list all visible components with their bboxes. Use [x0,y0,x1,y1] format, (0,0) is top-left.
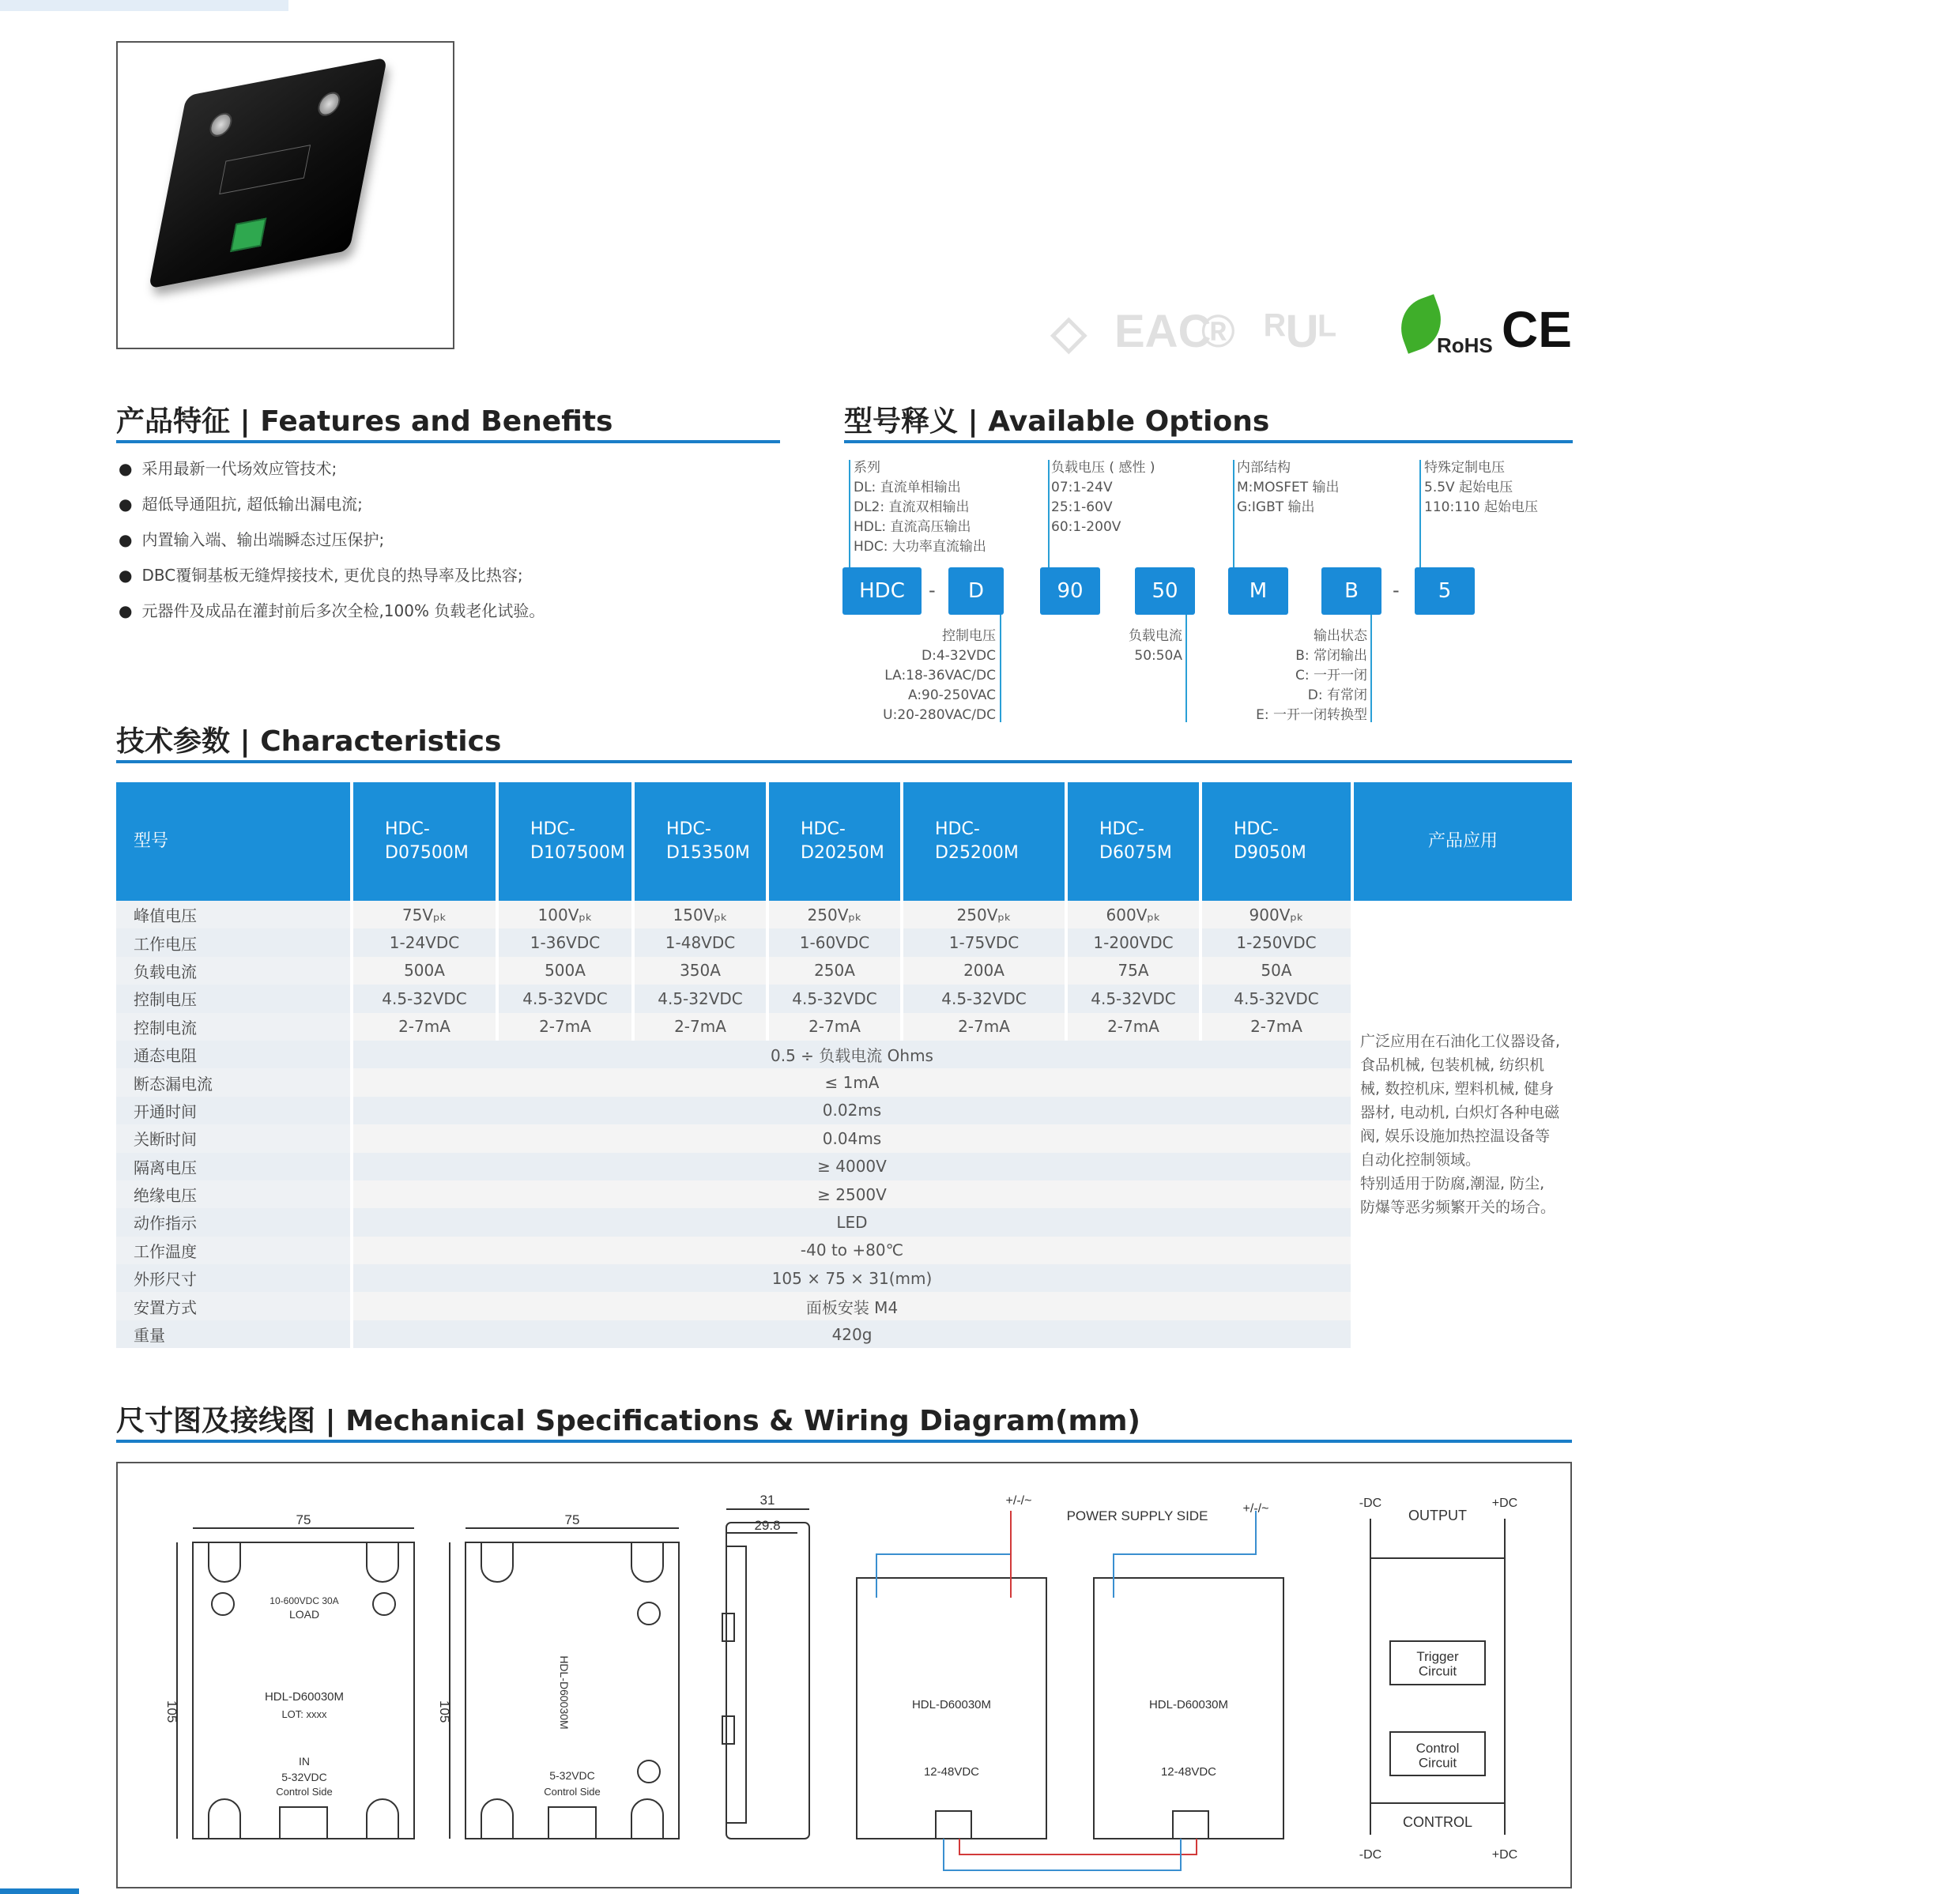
option-dash: - [929,579,936,601]
ccc-mark-icon: ◇ [1051,307,1087,358]
row-label: 工作温度 [116,1237,352,1264]
relay-image [149,58,387,289]
table-cell: 2-7mA [497,1013,633,1041]
dim-height-label: 105 [437,1700,452,1723]
header-application: 产品应用 [1352,782,1572,901]
option-code-special: 5 [1415,567,1475,615]
row-label: 峰值电压 [116,901,352,928]
table-cell-span: ≤ 1mA [352,1068,1352,1096]
table-cell: 75A [1066,957,1200,985]
row-label: 关断时间 [116,1124,352,1152]
table-cell: 250A [767,957,902,985]
table-cell: 200A [902,957,1066,985]
row-label: 绝缘电压 [116,1180,352,1208]
row-label: 外形尺寸 [116,1264,352,1292]
dim-width-label: 75 [564,1512,580,1527]
certification-marks [1051,300,1572,363]
option-code-voltage: 90 [1040,567,1100,615]
relay-lot-text: LOT: xxxx [281,1708,327,1720]
table-cell-span: 420g [352,1320,1352,1348]
product-photo [116,41,454,349]
features-rule [116,440,780,443]
table-cell: 2-7mA [1066,1013,1200,1041]
special-note: 特殊定制电压 5.5V 起始电压 110:110 起始电压 [1424,460,1539,515]
table-cell: 2-7mA [902,1013,1066,1041]
control-side-text: Control Side [276,1786,333,1798]
table-cell: 250Vₚₖ [767,901,902,928]
screw-icon [208,111,234,138]
options-title: 型号释义 | Available Options [844,405,1270,438]
table-cell: 4.5-32VDC [633,985,767,1012]
row-label: 控制电压 [116,985,352,1012]
neg-dc-top: -DC [1359,1497,1382,1510]
supply-marks-text: +/-/~ [1005,1494,1032,1508]
table-cell: 150Vₚₖ [633,901,767,928]
row-label: 工作电压 [116,928,352,956]
output-text: OUTPUT [1408,1508,1467,1523]
header-model-label: 型号 [116,782,352,901]
table-cell: 1-24VDC [352,928,497,956]
dim-depth-inner-label: 29.8 [754,1518,781,1533]
table-cell: 600Vₚₖ [1066,901,1200,928]
table-body [116,901,1572,1348]
control-side-text: Control Side [544,1786,601,1798]
characteristics-title: 技术参数 | Characteristics [116,725,502,758]
supply-marks-text: +/-/~ [1242,1502,1269,1516]
table-cell: 2-7mA [352,1013,497,1041]
input-range-text: 12-48VDC [1160,1765,1217,1779]
table-cell: 4.5-32VDC [767,985,902,1012]
table-cell: 2-7mA [1200,1013,1352,1041]
table-row [116,901,1572,928]
mechanical-rule [116,1440,1572,1443]
ce-mark-icon: CE [1502,301,1572,358]
row-label: 隔离电压 [116,1153,352,1180]
table-cell: 500A [352,957,497,985]
red-wire [959,1839,1197,1854]
option-code-current: 50 [1135,567,1195,615]
table-cell-span: LED [352,1208,1352,1236]
screw-icon [316,90,342,118]
table-cell: 4.5-32VDC [352,985,497,1012]
series-note: 系列 DL: 直流单相输出 DL2: 直流双相输出 HDL: 直流高压输出 HDC: 大功率直流输出 [854,460,986,555]
load-voltage-note: 负载电压 ( 感性 ) 07:1-24V 25:1-60V 60:1-200V [1051,460,1155,535]
relay-label-plate [219,145,311,194]
header-model-1: HDC- D107500M [497,782,633,901]
csa-mark-icon: ® [1201,306,1235,357]
blue-wire [876,1554,1011,1598]
features-title: 产品特征 | Features and Benefits [116,405,613,438]
mechanical-diagram [116,1462,1572,1888]
table-cell-span: 0.04ms [352,1124,1352,1152]
option-connector [1419,460,1421,567]
table-cell: 75Vₚₖ [352,901,497,928]
table-cell-span: 105 × 75 × 31(mm) [352,1264,1352,1292]
header-model-2: HDC- D15350M [633,782,767,901]
green-terminal-block [230,218,266,253]
table-cell: 4.5-32VDC [1066,985,1200,1012]
in-text: IN [299,1755,310,1768]
relay-model-text: HDL-D60030M [1148,1698,1229,1711]
option-code-control: D [948,567,1004,615]
option-code-series: HDC [842,567,922,615]
option-connector [1370,615,1372,722]
table-cell: 4.5-32VDC [902,985,1066,1012]
table-cell: 350A [633,957,767,985]
table-cell: 100Vₚₖ [497,901,633,928]
ul-mark-icon: ᴿUᴸ [1265,306,1337,357]
table-cell: 1-75VDC [902,928,1066,956]
table-cell: 50A [1200,957,1352,985]
table-cell: 1-250VDC [1200,928,1352,956]
characteristics-rule [116,760,1572,763]
table-cell: 4.5-32VDC [497,985,633,1012]
application-text: 广泛应用在石油化工仪器设备, 食品机械, 包装机械, 纺织机械, 数控机床, 塑料机械, 健身器材, 电动机, 白炽灯各种电磁阀, 娱乐设施加热控温设备等自动化控制领域。 特别适用于防腐,潮湿, 防尘, 防爆等恶劣频繁开关的场合。 [1352,901,1572,1348]
power-supply-side-text: POWER SUPPLY SIDE [1066,1508,1208,1523]
relay-model-text: HDL-D60030M [558,1655,571,1730]
mechanical-title: 尺寸图及接线图 | Mechanical Specifications & Wiring Diagram(mm) [116,1405,1140,1437]
blue-wire [1114,1511,1256,1598]
row-label: 安置方式 [116,1292,352,1320]
table-cell-span: ≥ 4000V [352,1153,1352,1180]
load-current-note: 负载电流 50:50A [1129,628,1182,664]
row-label: 负载电流 [116,957,352,985]
option-code-output: B [1321,567,1381,615]
dim-width-label: 75 [296,1512,311,1527]
input-range-text: 5-32VDC [281,1771,327,1783]
table-cell-span: -40 to +80℃ [352,1237,1352,1264]
row-label: 断态漏电流 [116,1068,352,1096]
header-model-5: HDC- D6075M [1066,782,1200,901]
feature-item: ● 元器件及成品在灌封前后多次全检,100% 负载老化试验。 [119,597,545,632]
option-connector [1000,615,1001,722]
table-cell-span: ≥ 2500V [352,1180,1352,1208]
neg-dc-bottom: -DC [1359,1848,1382,1862]
table-cell-span: 面板安装 M4 [352,1292,1352,1320]
table-cell: 2-7mA [633,1013,767,1041]
output-state-note: 输出状态 B: 常闭输出 C: 一开一闭 D: 有常闭 E: 一开一闭转换型 [1256,628,1367,723]
top-accent-bar [0,0,288,11]
control-circuit-text: Control Circuit [1415,1741,1460,1771]
dim-height-label: 105 [164,1700,179,1723]
input-range-text: 5-32VDC [549,1769,595,1782]
header-model-0: HDC- D07500M [352,782,497,901]
load-text: LOAD [288,1608,320,1621]
header-model-6: HDC- D9050M [1200,782,1352,901]
row-label: 通态电阻 [116,1041,352,1068]
control-voltage-note: 控制电压 D:4-32VDC LA:18-36VAC/DC A:90-250VAC U:20-280VAC/DC [883,628,996,723]
dim-depth-label: 31 [760,1493,775,1508]
option-connector [849,460,850,567]
header-model-3: HDC- D20250M [767,782,902,901]
option-dash: - [1393,579,1400,601]
features-list [119,454,545,632]
row-label: 重量 [116,1320,352,1348]
relay-model-text: HDL-D60030M [911,1698,992,1711]
relay-model-text: HDL-D60030M [264,1690,345,1704]
feature-item: ● 超低导通阻抗, 超低输出漏电流; [119,490,545,525]
pos-dc-top: +DC [1491,1497,1518,1510]
input-range-text: 12-48VDC [923,1765,980,1779]
structure-note: 内部结构 M:MOSFET 输出 G:IGBT 输出 [1237,460,1340,515]
option-connector [1185,615,1187,722]
row-label: 开通时间 [116,1097,352,1124]
table-header-row [116,782,1572,901]
table-cell: 1-60VDC [767,928,902,956]
control-text: CONTROL [1402,1814,1473,1830]
table-cell: 4.5-32VDC [1200,985,1352,1012]
rohs-mark-icon: RoHS [1437,333,1493,357]
table-cell: 2-7mA [767,1013,902,1041]
table-cell: 250Vₚₖ [902,901,1066,928]
feature-item: ● DBC覆铜基板无缝焊接技术, 更优良的热导率及比热容; [119,561,545,597]
row-label: 动作指示 [116,1208,352,1236]
table-cell: 500A [497,957,633,985]
option-connector [1233,460,1234,567]
table-cell-span: 0.02ms [352,1097,1352,1124]
feature-item: ● 采用最新一代场效应管技术; [119,454,545,490]
table-cell-span: 0.5 ÷ 负载电流 Ohms [352,1041,1352,1068]
table-cell: 1-36VDC [497,928,633,956]
pos-dc-bottom: +DC [1491,1848,1518,1862]
diagram-svg [118,1463,1570,1887]
side-view [722,1509,809,1839]
characteristics-table [116,782,1572,1348]
table-cell: 900Vₚₖ [1200,901,1352,928]
trigger-circuit-text: Trigger Circuit [1416,1649,1459,1679]
option-code-structure: M [1228,567,1288,615]
header-model-4: HDC- D25200M [902,782,1066,901]
options-rule [844,440,1573,443]
table-cell: 1-200VDC [1066,928,1200,956]
row-label: 控制电流 [116,1013,352,1041]
relay-rating-text: 10-600VDC 30A [270,1595,339,1606]
table-cell: 1-48VDC [633,928,767,956]
feature-item: ● 内置输入端、输出端瞬态过压保护; [119,525,545,561]
option-connector [1048,460,1050,567]
eac-mark-icon: EAC [1114,306,1212,357]
bottom-accent-bar [0,1888,79,1894]
